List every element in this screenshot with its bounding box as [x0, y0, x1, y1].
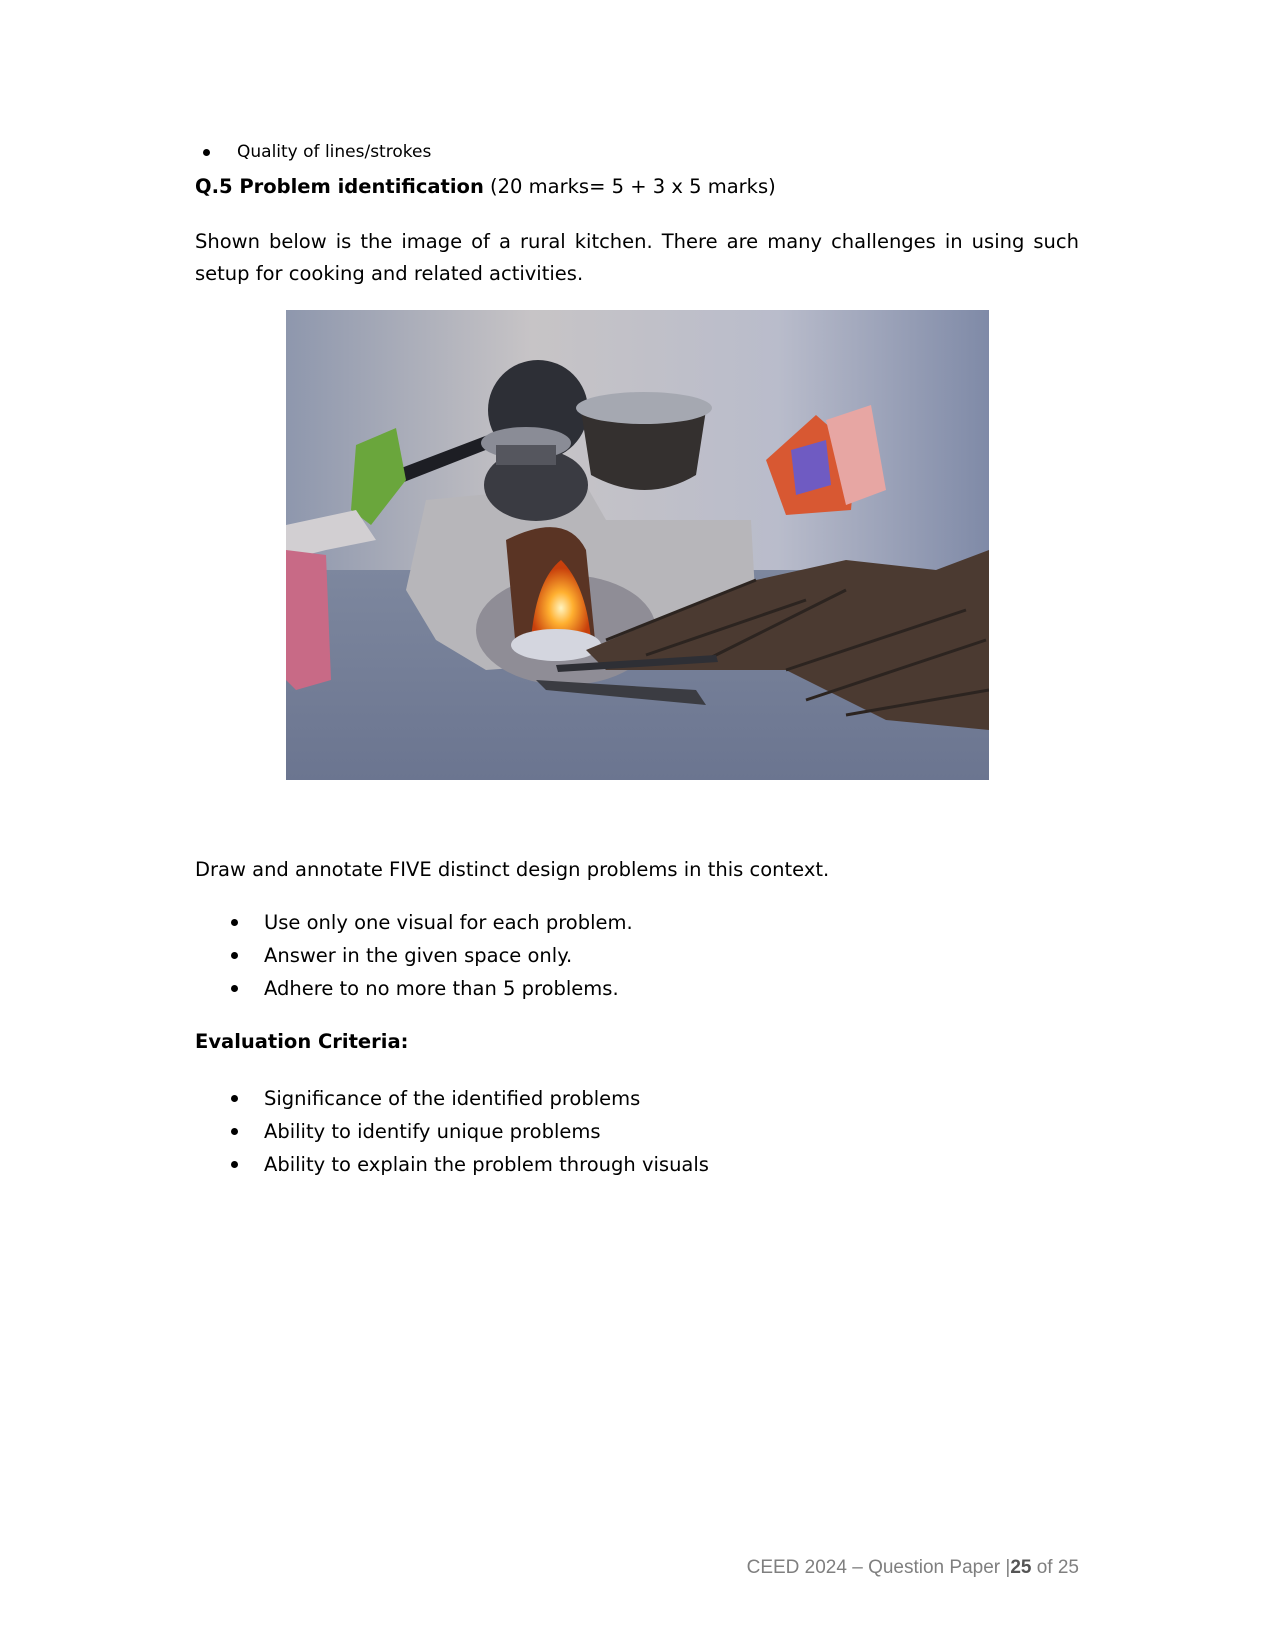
task-instruction: Draw and annotate FIVE distinct design problems in this context. [195, 858, 830, 881]
list-item: Significance of the identified problems [195, 1082, 709, 1115]
bullet-dot-icon [231, 952, 238, 959]
rural-kitchen-photo [286, 310, 989, 780]
question-marks: (20 marks= 5 + 3 x 5 marks) [490, 175, 776, 198]
list-item: Answer in the given space only. [195, 939, 633, 972]
bullet-dot-icon [231, 919, 238, 926]
bullet-dot-icon [203, 149, 210, 156]
list-item: Ability to identify unique problems [195, 1115, 709, 1148]
previous-criteria-bullet [198, 140, 431, 164]
list-item: Use only one visual for each problem. [195, 906, 633, 939]
list-item: Ability to explain the problem through visuals [195, 1148, 709, 1181]
footer-label: CEED 2024 – Question Paper | [746, 1557, 1011, 1578]
bullet-dot-icon [231, 1161, 238, 1168]
bullet-dot-icon [231, 1128, 238, 1135]
previous-criteria-text: Quality of lines/strokes [237, 142, 432, 162]
page-total: of 25 [1031, 1557, 1079, 1578]
question-heading [195, 174, 776, 200]
question-title: Q.5 Problem identification [195, 175, 484, 198]
bullet-dot-icon [231, 1095, 238, 1102]
criteria-list [195, 1082, 709, 1181]
page-footer [747, 1555, 1079, 1581]
list-item: Adhere to no more than 5 problems. [195, 972, 633, 1005]
bullet-dot-icon [231, 985, 238, 992]
page-number: 25 [1010, 1557, 1032, 1578]
instruction-list [195, 906, 633, 1005]
evaluation-criteria-heading: Evaluation Criteria: [195, 1030, 409, 1053]
question-intro: Shown below is the image of a rural kitchen. There are many challenges in using such setup for cooking and related activities. [195, 230, 1079, 285]
